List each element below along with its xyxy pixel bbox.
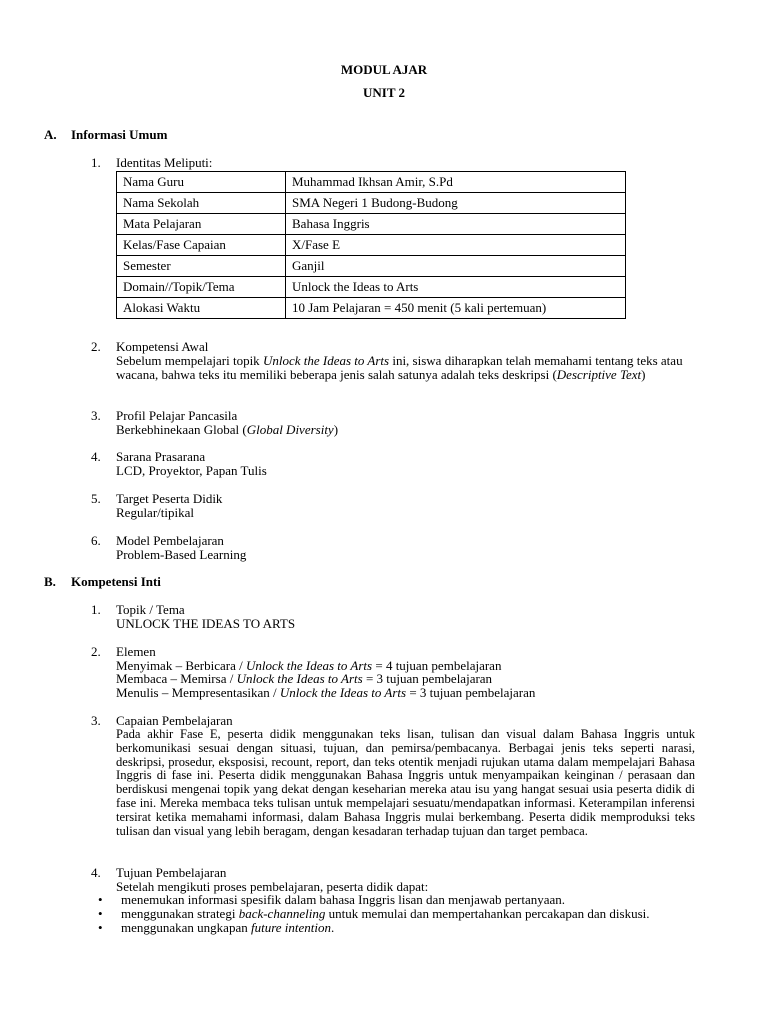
section-letter: B.: [44, 574, 56, 589]
section-title: Kompetensi Inti: [71, 574, 161, 589]
table-cell-key: Semester: [117, 256, 286, 277]
item-label: Model Pembelajaran: [116, 533, 224, 548]
item-number: 3.: [91, 713, 101, 728]
table-cell-value: Bahasa Inggris: [286, 214, 626, 235]
table-cell-value: Unlock the Ideas to Arts: [286, 277, 626, 298]
item-number: 4.: [91, 449, 101, 464]
section-title: Informasi Umum: [71, 127, 168, 142]
item-number: 6.: [91, 533, 101, 548]
capaian-paragraph: Pada akhir Fase E, peserta didik menggunakan teks lisan, tulisan dan visual dalam Bahasa Inggris untuk berkomunikasi sesuai dengan situasi, tujuan, dan pemirsa/pembacanya. Berbagai jenis teks seperti narasi, deskripsi, prosedur, eksposisi, recount, report, dan teks otentik menjadi rujukan utama dalam mempelajari Bahasa Inggris di fase ini. Peserta didik menggunakan Bahasa Inggris untuk menyampaikan keinginan / perasaan dan berdiskusi mengenai topik yang dekat dengan keseharian mereka atau isu yang hangat sesuai usia peserta didik di fase ini. Mereka membaca teks tulisan untuk mempelajari sesuatu/mendapatkan informasi. Keterampilan inferensi tersirat ketika memahami informasi, dalam Bahasa Inggris mulai berkembang. Peserta didik memproduksi teks tulisan dan visual yang lebih beragam, dengan kesadaran terhadap tujuan dan target pembaca.: [116, 727, 695, 838]
table-row: [117, 277, 626, 298]
table-cell-key: Nama Guru: [117, 172, 286, 193]
item-label: Target Peserta Didik: [116, 491, 223, 506]
list-item: • menggunakan strategi back-channeling untuk memulai dan mempertahankan percakapan dan diskusi.: [98, 906, 650, 921]
bullet-icon: •: [98, 906, 103, 921]
table-cell-key: Mata Pelajaran: [117, 214, 286, 235]
list-item: • menggunakan ungkapan future intention.: [98, 920, 335, 935]
section-letter: A.: [44, 127, 57, 142]
table-cell-key: Kelas/Fase Capaian: [117, 235, 286, 256]
table-cell-key: Alokasi Waktu: [117, 298, 286, 319]
item-label: Topik / Tema: [116, 602, 185, 617]
item-number: 2.: [91, 339, 101, 354]
item-text: Regular/tipikal: [116, 505, 194, 520]
table-cell-key: Domain//Topik/Tema: [117, 277, 286, 298]
table-cell-value: SMA Negeri 1 Budong-Budong: [286, 193, 626, 214]
document-title: MODUL AJAR: [340, 62, 428, 77]
item-text: Sebelum mempelajari topik Unlock the Ideas to Arts ini, siswa diharapkan telah memahami tentang teks atau wacana, bahwa teks itu memiliki beberapa jenis salah satunya adalah teks deskripsi (Descriptive Text): [116, 353, 683, 382]
bullet-icon: •: [98, 892, 103, 907]
item-number: 3.: [91, 408, 101, 423]
table-row: [117, 172, 626, 193]
table-cell-value: Muhammad Ikhsan Amir, S.Pd: [286, 172, 626, 193]
identity-table: [116, 171, 626, 319]
item-label: Profil Pelajar Pancasila: [116, 408, 238, 423]
table-cell-value: 10 Jam Pelajaran = 450 menit (5 kali pertemuan): [286, 298, 626, 319]
item-label: Elemen: [116, 644, 156, 659]
item-label: Kompetensi Awal: [116, 339, 209, 354]
item-number: 2.: [91, 644, 101, 659]
objective-list: [98, 893, 698, 935]
item-text: UNLOCK THE IDEAS TO ARTS: [116, 616, 296, 631]
item-label: Tujuan Pembelajaran: [116, 865, 227, 880]
list-item: • menemukan informasi spesifik dalam bahasa Inggris lisan dan menjawab pertanyaan.: [98, 892, 566, 907]
elemen-line: Membaca – Memirsa / Unlock the Ideas to Arts = 3 tujuan pembelajaran: [116, 671, 493, 686]
section-a-heading: [44, 128, 167, 142]
item-number: 1.: [91, 155, 101, 170]
table-cell-value: Ganjil: [286, 256, 626, 277]
item-number: 4.: [91, 865, 101, 880]
item-label: Sarana Prasarana: [116, 449, 206, 464]
bullet-icon: •: [98, 920, 103, 935]
item-text: LCD, Proyektor, Papan Tulis: [116, 463, 267, 478]
item-text: Berkebhinekaan Global (Global Diversity): [116, 422, 339, 437]
table-row: [117, 193, 626, 214]
item-label: Identitas Meliputi:: [116, 155, 213, 170]
table-cell-value: X/Fase E: [286, 235, 626, 256]
document-subtitle: UNIT 2: [362, 85, 406, 100]
item-label: Capaian Pembelajaran: [116, 713, 233, 728]
table-row: [117, 256, 626, 277]
item-text: Setelah mengikuti proses pembelajaran, peserta didik dapat:: [116, 879, 429, 894]
table-row: [117, 235, 626, 256]
item-text: Problem-Based Learning: [116, 547, 247, 562]
elemen-line: Menulis – Mempresentasikan / Unlock the Ideas to Arts = 3 tujuan pembelajaran: [116, 685, 536, 700]
table-row: [117, 214, 626, 235]
table-cell-key: Nama Sekolah: [117, 193, 286, 214]
table-row: [117, 298, 626, 319]
item-number: 5.: [91, 491, 101, 506]
elemen-line: Menyimak – Berbicara / Unlock the Ideas to Arts = 4 tujuan pembelajaran: [116, 658, 502, 673]
section-b-heading: [44, 575, 161, 589]
item-number: 1.: [91, 602, 101, 617]
